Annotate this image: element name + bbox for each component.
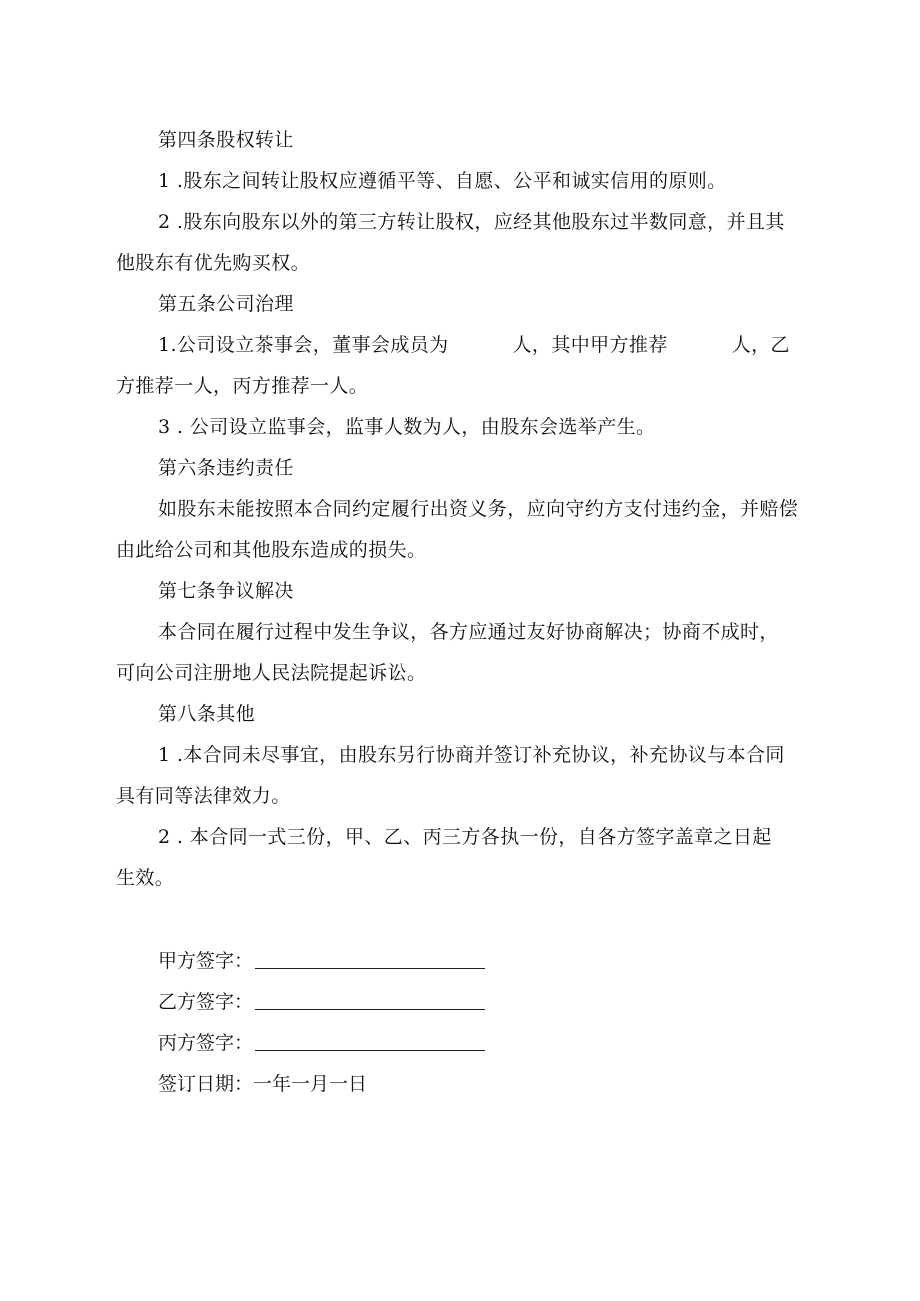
article-6-text-line-1: 如股东未能按照本合同约定履行出资义务，应向守约方支付违约金，并赔偿 <box>158 498 799 520</box>
article-7-title: 第七条争议解决 <box>158 580 294 602</box>
article-7-text-line-2: 可向公司注册地人民法院提起诉讼。 <box>116 662 427 684</box>
section-spacer <box>116 899 806 941</box>
article-8-clause-2-line-2: 生效。 <box>116 867 175 889</box>
party-b-signature-row <box>116 982 806 1023</box>
article-5-clause-1-part-b: 人，其中甲方推荐 <box>512 334 668 356</box>
article-5-clause-1-part-c: 人，乙 <box>731 334 790 356</box>
article-8-clause-2-line-1: 2 . 本合同一式三份，甲、乙、丙三方各执一份，自各方签字盖章之日起 <box>158 826 772 848</box>
party-b-signature-line[interactable] <box>255 995 485 1010</box>
article-4-title: 第四条股权转让 <box>158 129 294 151</box>
article-8-clause-1-line-2: 具有同等法律效力。 <box>116 785 291 807</box>
article-8-clause-1-line-1: 1 .本合同未尽事宜，由股东另行协商并签订补充协议，补充协议与本合同 <box>158 744 785 766</box>
signing-date-label: 签订日期： <box>158 1073 254 1095</box>
article-6-title: 第六条违约责任 <box>158 457 294 479</box>
article-7-text-line-1: 本合同在履行过程中发生争议，各方应通过友好协商解决；协商不成时， <box>158 621 779 643</box>
party-b-signature-label: 乙方签字： <box>158 991 254 1013</box>
signing-date-value: 一年一月一日 <box>253 1073 368 1095</box>
article-4-clause-2-line-2: 他股东有优先购买权。 <box>116 252 311 274</box>
article-5-clause-3: 3 . 公司设立监事会，监事人数为人，由股东会选举产生。 <box>158 416 656 438</box>
article-5-title: 第五条公司治理 <box>158 293 294 315</box>
party-a-signature-label: 甲方签字： <box>158 950 254 972</box>
party-c-signature-row <box>116 1023 806 1064</box>
party-a-signature-row <box>116 941 806 982</box>
article-8-title: 第八条其他 <box>158 703 256 725</box>
article-5-clause-1-line-2: 方推荐一人，丙方推荐一人。 <box>116 375 369 397</box>
article-4-clause-1: 1 .股东之间转让股权应遵循平等、自愿、公平和诚实信用的原则。 <box>158 170 727 192</box>
article-6-text-line-2: 由此给公司和其他股东造成的损失。 <box>116 539 427 561</box>
party-c-signature-label: 丙方签字： <box>158 1032 254 1054</box>
party-a-signature-line[interactable] <box>255 954 485 969</box>
article-4-clause-2-line-1: 2 .股东向股东以外的第三方转让股权，应经其他股东过半数同意，并且其 <box>158 211 785 233</box>
signing-date-row <box>116 1064 806 1105</box>
article-5-clause-1-line-1 <box>116 325 806 366</box>
contract-body <box>116 120 806 1105</box>
article-5-clause-1-part-a: 1.公司设立茶事会，董事会成员为 <box>158 334 449 356</box>
party-c-signature-line[interactable] <box>255 1036 485 1051</box>
